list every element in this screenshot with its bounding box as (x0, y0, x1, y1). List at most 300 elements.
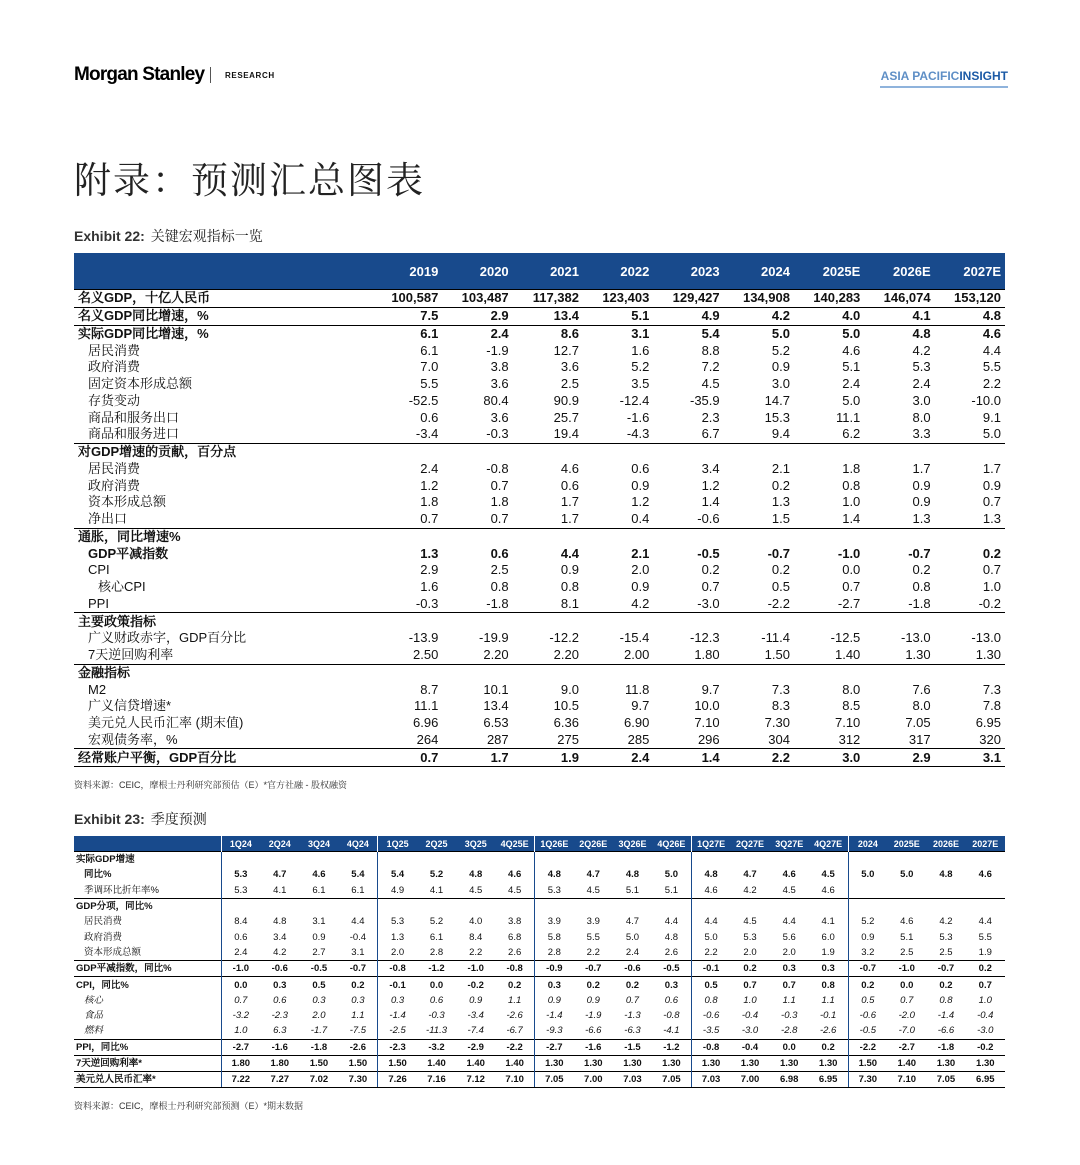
table-row (74, 1055, 1005, 1071)
row-label: 名义GDP同比增速，% (74, 307, 372, 325)
table-cell: -2.9 (456, 1039, 495, 1055)
table-cell: 2.0 (378, 945, 417, 961)
table-cell: 5.0 (664, 869, 679, 881)
table-cell (926, 852, 965, 868)
table-cell: -7.5 (349, 1025, 367, 1037)
column-header: 2027E (966, 836, 1005, 852)
table-row (74, 732, 1005, 749)
row-label: 核心CPI (98, 579, 146, 595)
table-cell: 4.6 (978, 869, 992, 881)
table-cell: -1.2 (652, 1039, 691, 1055)
table-cell: 1.30 (691, 1055, 730, 1071)
table-header-row (74, 836, 1005, 852)
table-row (74, 426, 1005, 443)
table-cell: 12.7 (553, 342, 579, 358)
row-label: 资本形成总额 (88, 494, 167, 510)
table-cell: 0.3 (312, 994, 326, 1006)
table-cell: 2.5 (900, 946, 914, 958)
row-label: 居民消费 (84, 916, 123, 928)
table-cell: 4.6 (935, 325, 1005, 342)
table-cell: 0.8 (939, 994, 953, 1006)
table-row (74, 494, 1005, 511)
table-cell: 8.5 (842, 698, 861, 714)
table-cell: -13.9 (408, 630, 439, 646)
table-cell (794, 664, 864, 681)
table-row (74, 342, 1005, 359)
table-cell (378, 852, 417, 868)
table-cell: 0.8 (490, 579, 509, 595)
table-cell: -2.7 (794, 596, 864, 613)
table-cell: 4.6 (782, 869, 796, 881)
table-cell: 0.9 (312, 931, 326, 943)
table-cell (495, 898, 534, 914)
table-cell: 0.6 (273, 994, 287, 1006)
table-cell: 0.7 (770, 977, 809, 993)
table-cell (456, 898, 495, 914)
table-cell: 8.6 (513, 325, 583, 342)
column-header: 2022 (583, 253, 653, 290)
table-cell: 5.8 (535, 929, 574, 944)
table-cell: -2.2 (724, 596, 794, 613)
row-label: 广义信贷增速* (88, 698, 172, 714)
exhibit-23-label: Exhibit 23: (74, 811, 145, 827)
table-cell: 7.02 (299, 1072, 338, 1088)
table-cell: 19.4 (513, 426, 583, 443)
row-label: 美元兑人民币汇率 (期末值) (88, 715, 244, 731)
table-cell: 5.3 (221, 867, 260, 882)
table-cell: 0.9 (631, 579, 650, 595)
table-cell: 1.0 (743, 994, 757, 1006)
row-label: 食品 (84, 1010, 104, 1022)
table-cell: 5.0 (842, 392, 861, 408)
table-cell: 25.7 (553, 409, 579, 425)
table-cell: 0.2 (982, 545, 1001, 561)
table-cell (417, 852, 456, 868)
table-row (74, 290, 1005, 308)
table-cell: -0.8 (663, 1010, 680, 1022)
table-cell: 1.9 (513, 749, 583, 767)
table-cell: -0.8 (495, 961, 534, 977)
row-label: 实际GDP增速 (74, 852, 221, 868)
table-cell: 6.95 (809, 1072, 848, 1088)
table-cell: 7.05 (535, 1072, 574, 1088)
table-cell: 1.50 (339, 1055, 378, 1071)
table-cell: 3.8 (508, 916, 522, 928)
table-cell: 0.7 (221, 993, 260, 1008)
table-row (74, 698, 1005, 715)
table-cell: 4.2 (583, 596, 653, 613)
column-header: 4Q24 (339, 836, 378, 852)
table-cell (653, 443, 723, 460)
table-cell: -2.7 (887, 1039, 926, 1055)
table-cell: 4.8 (535, 867, 574, 882)
table-cell: -0.4 (741, 1010, 759, 1022)
table-cell: 80.4 (483, 392, 509, 408)
table-cell (724, 613, 794, 630)
row-label: 广义财政赤字，GDP百分比 (88, 630, 247, 646)
table-cell: 4.7 (625, 916, 640, 928)
table-row (74, 409, 1005, 426)
table-cell (583, 528, 653, 545)
table-cell: 2.20 (553, 647, 579, 663)
table-cell: 3.2 (848, 945, 887, 961)
column-header: 2026E (864, 253, 934, 290)
table-cell: 3.1 (312, 916, 326, 928)
row-label: PPI，同比% (74, 1039, 221, 1055)
table-cell: 2.4 (221, 945, 260, 961)
table-cell (770, 852, 809, 868)
table-cell: 4.1 (821, 916, 835, 928)
table-cell: 6.7 (653, 426, 723, 443)
column-header: 4Q25E (495, 836, 534, 852)
row-label: GDP平减指数，同比% (74, 961, 221, 977)
table-cell: 0.2 (926, 977, 965, 993)
table-cell: 9.1 (982, 409, 1001, 425)
table-cell: 2.1 (771, 460, 790, 476)
table-cell: -1.5 (613, 1039, 652, 1055)
table-cell (864, 613, 934, 630)
table-cell: -0.5 (848, 1023, 887, 1039)
table-cell (652, 852, 691, 868)
table-cell: 7.00 (574, 1072, 613, 1088)
row-label: 7天逆回购利率 (88, 647, 174, 663)
table-cell: 8.4 (221, 914, 260, 929)
table-cell: 6.8 (508, 931, 522, 943)
table-cell: -1.8 (864, 596, 934, 613)
table-cell (887, 883, 926, 899)
table-cell: 0.3 (260, 977, 299, 993)
table-cell: -12.5 (830, 630, 861, 646)
table-cell: 6.95 (975, 715, 1001, 731)
table-row (74, 359, 1005, 376)
table-cell: 0.8 (560, 579, 579, 595)
column-header: 3Q26E (613, 836, 652, 852)
table-cell (260, 898, 299, 914)
table-cell (583, 443, 653, 460)
table-cell: -0.3 (442, 426, 512, 443)
table-cell: 8.0 (912, 698, 931, 714)
column-header: 2Q25 (417, 836, 456, 852)
table-cell: 1.3 (378, 929, 417, 944)
table-cell: 4.8 (691, 867, 730, 882)
table-cell: 1.8 (420, 494, 439, 510)
table-cell (535, 898, 574, 914)
table-cell: 0.6 (420, 409, 439, 425)
page-title: 附录：预测汇总图表 (74, 159, 425, 202)
table-cell: -11.4 (761, 630, 790, 646)
table-cell: 7.2 (701, 359, 720, 375)
table-cell: 296 (697, 731, 720, 747)
row-label: 宏观债务率，% (88, 731, 178, 747)
table-cell: 0.3 (351, 994, 365, 1006)
row-label: 固定资本形成总额 (88, 376, 193, 392)
table-cell: 1.3 (935, 511, 1005, 528)
table-cell (935, 443, 1005, 460)
column-header: 2025E (887, 836, 926, 852)
table-row (74, 961, 1005, 977)
table-cell: -7.0 (898, 1025, 915, 1037)
table-cell: -12.3 (690, 630, 720, 646)
table-cell: 2.0 (743, 946, 757, 958)
row-label: 资本形成总额 (84, 946, 142, 958)
table-cell: 7.03 (613, 1072, 652, 1088)
table-cell: 4.5 (508, 884, 522, 896)
table-cell: 4.7 (743, 869, 757, 881)
table-cell: 4.1 (429, 884, 444, 896)
table-cell: 7.22 (221, 1072, 260, 1088)
table-cell: 90.9 (553, 392, 579, 408)
table-cell (574, 898, 613, 914)
table-cell: 1.30 (535, 1055, 574, 1071)
row-label: 净出口 (74, 511, 372, 528)
table-cell: 2.4 (842, 376, 861, 392)
table-cell: 6.1 (420, 342, 439, 358)
table-cell (926, 898, 965, 914)
exhibit-23-title: 季度预测 (150, 811, 207, 827)
table-row (74, 562, 1005, 579)
table-cell: 0.2 (339, 977, 378, 993)
table-cell: 9.7 (631, 698, 650, 714)
table-cell: 5.1 (842, 359, 861, 375)
table-cell: -0.7 (908, 545, 931, 561)
table-cell: 1.6 (631, 342, 650, 358)
table-cell: 0.6 (221, 929, 260, 944)
table-cell: 1.30 (966, 1055, 1005, 1071)
table-cell: 140,283 (794, 290, 864, 308)
table-cell: 1.30 (809, 1055, 848, 1071)
table-cell (378, 898, 417, 914)
table-cell: 0.9 (535, 993, 574, 1008)
table-cell: 3.6 (490, 409, 509, 425)
table-cell: 0.2 (912, 562, 931, 578)
table-cell: 5.1 (625, 884, 640, 896)
column-header: 1Q24 (221, 836, 260, 852)
table-cell: 7.0 (420, 359, 439, 375)
table-cell: 0.2 (771, 562, 790, 578)
row-label: 政府消费 (88, 359, 141, 375)
table-cell: 275 (557, 731, 579, 747)
table-cell (864, 528, 934, 545)
table-cell: -0.6 (260, 961, 299, 977)
table-row (74, 977, 1005, 993)
table-cell (935, 664, 1005, 681)
table-cell: 1.40 (834, 647, 861, 663)
table-cell: 0.3 (652, 977, 691, 993)
table-cell: 0.8 (842, 477, 861, 493)
table-cell: 9.4 (724, 426, 794, 443)
table-cell: 5.5 (982, 359, 1001, 375)
table-cell: 2.8 (535, 945, 574, 961)
table-cell: -0.4 (977, 1010, 994, 1022)
table-cell: 7.27 (260, 1072, 299, 1088)
table-cell: 5.0 (794, 325, 864, 342)
table-cell: -1.4 (378, 1008, 417, 1023)
table-cell: -12.4 (619, 392, 650, 408)
row-label: 存货变动 (88, 392, 141, 408)
table-cell: 6.3 (273, 1025, 287, 1037)
table-row (74, 929, 1005, 944)
table-cell: 4.8 (935, 307, 1005, 325)
table-cell (794, 613, 864, 630)
table-cell: 1.5 (724, 511, 794, 528)
table-cell: 7.10 (694, 715, 720, 731)
table-cell (794, 528, 864, 545)
column-header: 4Q26E (652, 836, 691, 852)
table-cell: 5.3 (535, 883, 574, 899)
table-cell: 1.7 (912, 460, 931, 476)
table-cell: 287 (486, 731, 509, 747)
table-cell: 3.4 (273, 931, 287, 943)
row-label: CPI (88, 562, 110, 578)
table-cell: 8.8 (701, 342, 720, 358)
table-cell: -3.4 (467, 1010, 484, 1022)
row-label: PPI (74, 596, 372, 613)
table-cell: 0.7 (900, 994, 914, 1006)
table-cell: 1.30 (975, 647, 1001, 663)
table-cell: 285 (627, 731, 650, 747)
table-cell: 0.7 (625, 994, 640, 1006)
table-row (74, 307, 1005, 325)
column-header (74, 253, 372, 290)
table-row (74, 325, 1005, 342)
table-cell (299, 852, 338, 868)
table-cell: 5.5 (586, 931, 600, 943)
table-cell (848, 852, 887, 868)
table-row (74, 664, 1005, 681)
table-cell: 4.4 (782, 916, 796, 928)
table-cell: -4.1 (663, 1025, 680, 1037)
table-cell: 5.4 (653, 325, 723, 342)
table-cell: 0.5 (848, 993, 887, 1008)
table-cell: 0.2 (771, 477, 790, 493)
table-cell: -6.6 (585, 1025, 602, 1037)
row-label: GDP分项，同比% (74, 898, 221, 914)
column-header: 1Q25 (378, 836, 417, 852)
table-header-row (74, 253, 1005, 290)
table-cell: 13.4 (513, 307, 583, 325)
table-cell: 4.6 (312, 869, 326, 881)
table-row (74, 867, 1005, 882)
table-cell: 4.5 (586, 884, 600, 896)
table-cell: 0.2 (613, 977, 652, 993)
table-cell: 1.1 (782, 994, 796, 1006)
table-cell: 123,403 (583, 290, 653, 308)
table-cell: 5.0 (691, 929, 730, 944)
table-cell: -0.7 (339, 961, 378, 977)
table-cell: -1.8 (442, 596, 512, 613)
table-cell: -0.3 (372, 596, 442, 613)
table-row (74, 528, 1005, 545)
table-cell: 4.2 (939, 916, 953, 928)
table-cell: 0.6 (429, 994, 444, 1006)
insight-underline (880, 86, 1008, 88)
table-cell: 3.0 (912, 392, 931, 408)
table-cell: 5.3 (912, 359, 931, 375)
table-cell: -1.9 (486, 342, 509, 358)
table-cell: 1.50 (299, 1055, 338, 1071)
table-cell: 2.1 (631, 545, 650, 561)
table-cell: 1.9 (821, 946, 835, 958)
table-cell: 2.4 (583, 749, 653, 767)
table-cell: 0.6 (664, 994, 679, 1006)
table-cell: 1.40 (456, 1055, 495, 1071)
table-cell: -3.0 (977, 1025, 994, 1037)
table-row (74, 579, 1005, 596)
table-cell: 1.4 (701, 494, 720, 510)
key-macro-indicators-table (74, 253, 1005, 767)
table-cell: -0.7 (767, 545, 790, 561)
table-cell: -1.2 (417, 961, 456, 977)
table-cell: 2.00 (624, 647, 650, 663)
table-cell (372, 613, 442, 630)
table-cell: 0.0 (417, 977, 456, 993)
table-cell: 1.30 (652, 1055, 691, 1071)
table-cell: -0.3 (781, 1010, 798, 1022)
column-header: 2019 (372, 253, 442, 290)
row-label: 居民消费 (88, 342, 141, 358)
table-cell: -6.7 (506, 1025, 523, 1037)
table-cell: 1.4 (794, 511, 864, 528)
table-cell: 2.0 (631, 562, 650, 578)
table-cell: 3.1 (583, 325, 653, 342)
table-cell (535, 852, 574, 868)
table-cell: 153,120 (935, 290, 1005, 308)
table-cell: -6.3 (624, 1025, 641, 1037)
table-cell: 1.40 (887, 1055, 926, 1071)
table-cell: 15.3 (764, 409, 790, 425)
table-cell: -4.3 (583, 426, 653, 443)
table-cell: 0.8 (691, 993, 730, 1008)
table-cell: 1.80 (221, 1055, 260, 1071)
table-cell: 6.96 (413, 715, 439, 731)
table-cell: 7.26 (378, 1072, 417, 1088)
table-cell: -2.2 (848, 1039, 887, 1055)
table-cell: -3.0 (653, 596, 723, 613)
table-cell: -1.6 (574, 1039, 613, 1055)
table-cell: -0.9 (535, 961, 574, 977)
table-cell: 0.7 (490, 477, 509, 493)
table-cell: 1.2 (631, 494, 650, 510)
table-cell: 10.0 (694, 698, 720, 714)
table-cell: 5.2 (429, 916, 444, 928)
table-cell: 0.4 (583, 511, 653, 528)
table-cell: 2.9 (864, 749, 934, 767)
table-cell (339, 852, 378, 868)
table-cell: 4.8 (864, 325, 934, 342)
column-header: 2023 (653, 253, 723, 290)
table-cell: -0.5 (299, 961, 338, 977)
table-cell: 7.05 (652, 1072, 691, 1088)
exhibit-22-heading (74, 226, 263, 246)
table-cell: 1.1 (508, 994, 522, 1006)
table-cell: 6.95 (966, 1072, 1005, 1088)
row-label: 名义GDP，十亿人民币 (74, 290, 372, 308)
row-label: 政府消费 (84, 931, 123, 943)
table-cell: -2.3 (378, 1039, 417, 1055)
table-cell: 1.0 (842, 494, 861, 510)
table-cell: 4.5 (701, 376, 720, 392)
table-cell (724, 528, 794, 545)
table-cell: 0.5 (299, 977, 338, 993)
table-cell: 2.5 (490, 562, 509, 578)
table-cell: 0.9 (586, 994, 600, 1006)
table-cell: 320 (979, 731, 1001, 747)
row-label: 对GDP增速的贡献，百分点 (74, 443, 372, 460)
table-cell: -2.0 (898, 1010, 915, 1022)
table-cell: 5.4 (378, 867, 417, 882)
table-cell: 1.7 (982, 460, 1001, 476)
table-cell (809, 852, 848, 868)
